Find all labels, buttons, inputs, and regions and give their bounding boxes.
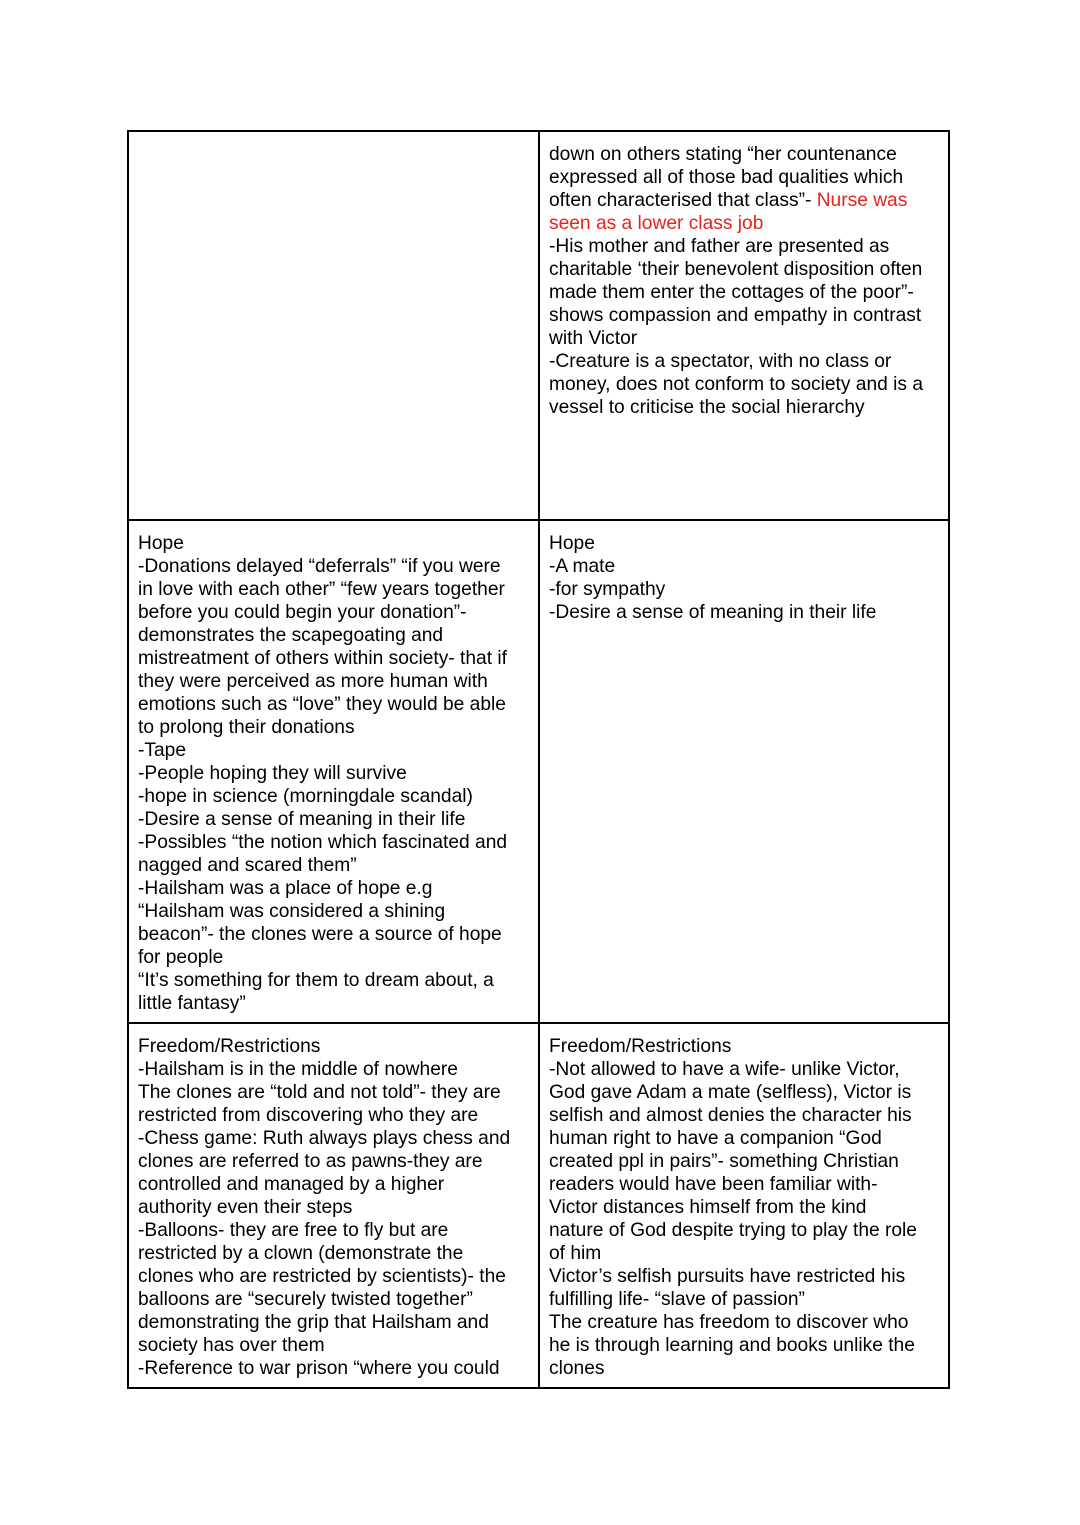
- text-line: shows compassion and empathy in contrast: [549, 305, 922, 326]
- text-line: before you could begin your donation”-: [138, 602, 467, 623]
- text-line: -Possibles “the notion which fascinated and: [138, 832, 508, 853]
- text-line: in love with each other” “few years together: [138, 579, 505, 600]
- text-line: demonstrates the scapegoating and: [138, 625, 444, 646]
- text-line: -Desire a sense of meaning in their life: [138, 809, 466, 830]
- text-line: often characterised that class”- Nurse was: [549, 190, 908, 211]
- text-line: of him: [549, 1243, 602, 1264]
- text-line: authority even their steps: [138, 1197, 353, 1218]
- text-line: -Balloons- they are free to fly but are: [138, 1220, 449, 1241]
- text-line: nature of God despite trying to play the role: [549, 1220, 917, 1241]
- text-line: mistreatment of others within society- that if: [138, 648, 507, 669]
- text-line: society has over them: [138, 1335, 325, 1356]
- text-line: selfish and almost denies the character his: [549, 1105, 912, 1126]
- text-line: -for sympathy: [549, 579, 666, 600]
- text-line: down on others stating “her countenance: [549, 144, 897, 165]
- text-line: -Hailsham is in the middle of nowhere: [138, 1059, 458, 1080]
- text-line: The clones are “told and not told”- they are: [138, 1082, 501, 1103]
- text-line: readers would have been familiar with-: [549, 1174, 878, 1195]
- text-line: controlled and managed by a higher: [138, 1174, 445, 1195]
- text-line: [549, 212, 942, 235]
- text-line: demonstrating the grip that Hailsham and: [138, 1312, 489, 1333]
- cell-row1-right: [539, 131, 949, 520]
- text-line: clones who are restricted by scientists)- the: [138, 1266, 506, 1287]
- text-line: -Hailsham was a place of hope e.g: [138, 878, 433, 899]
- cell-hope-left: [128, 520, 539, 1023]
- table-row: [128, 520, 949, 1023]
- text-line: -A mate: [549, 556, 616, 577]
- text-line: -Desire a sense of meaning in their life: [549, 602, 877, 623]
- text-line: Victor’s selfish pursuits have restricted his: [549, 1266, 906, 1287]
- text-line: -Tape: [138, 740, 186, 761]
- text-line: -Chess game: Ruth always plays chess and: [138, 1128, 511, 1149]
- text-line: The creature has freedom to discover who: [549, 1312, 909, 1333]
- text-line: -People hoping they will survive: [138, 763, 407, 784]
- notes-table: [127, 130, 950, 1389]
- text-line: Victor distances himself from the kind: [549, 1197, 867, 1218]
- cell-freedom-right: [539, 1023, 949, 1388]
- highlighted-note: seen as a lower class job: [549, 213, 764, 234]
- text-line: -Not allowed to have a wife- unlike Victor,: [549, 1059, 900, 1080]
- text-line: -Donations delayed “deferrals” “if you were: [138, 556, 501, 577]
- section-heading: Freedom/Restrictions: [549, 1036, 732, 1057]
- text-line: -Reference to war prison “where you could: [138, 1358, 500, 1379]
- cell-row1-left: [128, 131, 539, 520]
- text-line: -His mother and father are presented as: [549, 236, 890, 257]
- text-line: fulfilling life- “slave of passion”: [549, 1289, 805, 1310]
- text-line: little fantasy”: [138, 993, 246, 1014]
- text-line: money, does not conform to society and is a: [549, 374, 923, 395]
- section-heading: Hope: [138, 533, 184, 554]
- table-row: [128, 1023, 949, 1388]
- text-line: created ppl in pairs”- something Christian: [549, 1151, 899, 1172]
- section-heading: Freedom/Restrictions: [138, 1036, 321, 1057]
- text-line: God gave Adam a mate (selfless), Victor is: [549, 1082, 912, 1103]
- text-line: clones: [549, 1358, 605, 1379]
- text-line: “It’s something for them to dream about, a: [138, 970, 494, 991]
- text-line: with Victor: [549, 328, 638, 349]
- cell-freedom-left: [128, 1023, 539, 1388]
- text-line: to prolong their donations: [138, 717, 355, 738]
- text-line: -Creature is a spectator, with no class or: [549, 351, 892, 372]
- text-line: nagged and scared them”: [138, 855, 357, 876]
- text-line: -hope in science (morningdale scandal): [138, 786, 473, 807]
- text-line: for people: [138, 947, 224, 968]
- text-line: emotions such as “love” they would be able: [138, 694, 506, 715]
- text-line: restricted from discovering who they are: [138, 1105, 479, 1126]
- text-line: made them enter the cottages of the poor”-: [549, 282, 914, 303]
- text-line: expressed all of those bad qualities which: [549, 167, 904, 188]
- table-row: [128, 131, 949, 520]
- text-line: vessel to criticise the social hierarchy: [549, 397, 865, 418]
- text-line: charitable ‘their benevolent disposition often: [549, 259, 923, 280]
- text-line: he is through learning and books unlike the: [549, 1335, 915, 1356]
- highlighted-note: Nurse was: [811, 190, 908, 211]
- text-line: they were perceived as more human with: [138, 671, 488, 692]
- text-line: clones are referred to as pawns-they are: [138, 1151, 483, 1172]
- text-line: human right to have a companion “God: [549, 1128, 882, 1149]
- cell-hope-right: [539, 520, 949, 1023]
- text-line: beacon”- the clones were a source of hope: [138, 924, 502, 945]
- section-heading: Hope: [549, 533, 595, 554]
- text-line: “Hailsham was considered a shining: [138, 901, 446, 922]
- text-line: restricted by a clown (demonstrate the: [138, 1243, 464, 1264]
- text-line: balloons are “securely twisted together”: [138, 1289, 473, 1310]
